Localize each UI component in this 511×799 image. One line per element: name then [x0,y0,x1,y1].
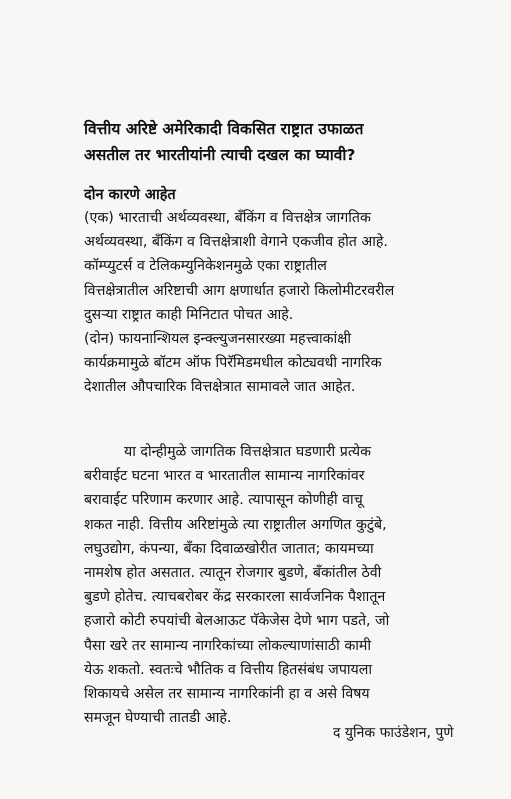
text-line: बुडणे होतेच. त्याचबरोबर केंद्र सरकारला सार्वजनिक पैशातून [84,589,386,606]
heading-line: असतील तर भारतीयांनी त्याची दखल का घ्यावी? [84,146,356,164]
text-line: बरीवाईट घटना भारत व भारतातील सामान्य नागरिकांवर [84,468,365,485]
text-line: दुसऱ्या राष्ट्रात काही मिनिटात पोचत आहे. [84,306,294,323]
text-line: हजारो कोटी रुपयांची बेलआऊट पॅकेजेस देणे भाग पडते, जो [84,613,390,630]
impact-paragraph [84,440,484,730]
text-line: नामशेष होत असतात. त्यातून रोजगार बुडणे, बँकांतील ठेवी [84,565,382,582]
text-line: या दोन्हीमुळे जागतिक वित्तक्षेत्रात घडणारी प्रत्येक [124,444,372,460]
reasons-title: दोन कारणे आहेत [84,187,176,203]
text-line: (एक) भारताची अर्थव्यवस्था, बँकिंग व वित्तक्षेत्र जागतिक [84,210,371,226]
text-line: लघुउद्योग, कंपन्या, बँका दिवाळखोरीत जातात; कायमच्या [84,540,374,557]
heading-line: वित्तीय अरिष्टे अमेरिकादी विकसित राष्ट्रात उफाळत [84,120,364,138]
text-line: शकत नाही. वित्तीय अरिष्टांमुळे त्या राष्ट्रातील अगणित कुटुंबे, [84,516,387,533]
text-line: बरावाईट परिणाम करणार आहे. त्यापासून कोणीही वाचू [84,492,363,509]
page-heading [84,116,484,168]
text-line: कार्यक्रमामुळे बॉटम ऑफ पिरॅमिडमधील कोट्यवधी नागरिक [84,355,382,372]
text-line: शिकायचे असेल तर सामान्य नागरिकांनी हा व असे विषय [84,686,370,703]
reasons-paragraph [84,206,484,400]
text-line: समजून घेण्याची तातडी आहे. [84,710,232,727]
text-line: (दोन) फायनान्शियल इन्क्ल्युजनसारख्या महत्त्वाकांक्षी [84,331,352,348]
signature: द युनिक फाउंडेशन, पुणे [333,725,454,741]
text-line: देशातील औपचारिक वित्तक्षेत्रात सामावले जात आहेत. [84,379,356,396]
text-line: येऊ शकतो. स्वतःचे भौतिक व वित्तीय हितसंबंध जपायला [84,661,373,678]
text-line: पैसा खरे तर सामान्य नागरिकांच्या लोकल्याणांसाठी कामी [84,637,372,654]
text-line: कॉम्प्युटर्स व टेलिकम्युनिकेशनमुळे एका राष्ट्रातील [84,258,327,275]
text-line: वित्तक्षेत्रातील अरिष्टाची आग क्षणार्धात हजारो किलोमीटरवरील [84,282,395,299]
text-line: अर्थव्यवस्था, बँकिंग व वित्तक्षेत्राशी वेगाने एकजीव होत आहे. [84,234,388,251]
